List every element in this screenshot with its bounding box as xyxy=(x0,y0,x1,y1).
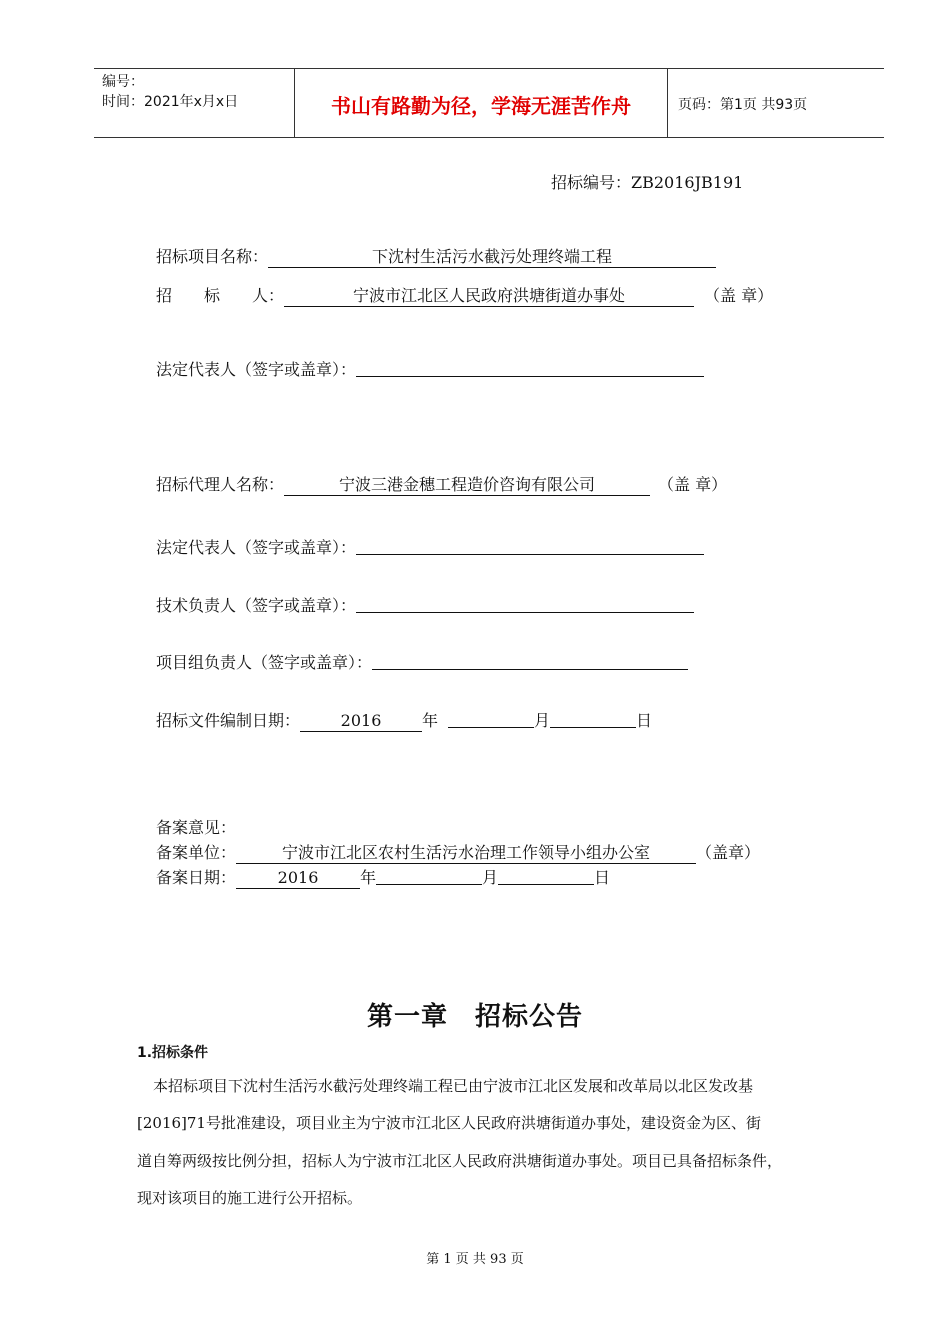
agent-legal-rep-label: 法定代表人（签字或盖章）： xyxy=(156,538,357,557)
compile-day-blank[interactable] xyxy=(550,710,636,728)
agent-legal-rep-blank[interactable] xyxy=(356,537,704,555)
filing-unit-seal: （盖章） xyxy=(696,843,761,862)
team-lead-row xyxy=(156,650,688,673)
header-table xyxy=(94,68,884,138)
filing-date-label: 备案日期： xyxy=(156,868,237,887)
legal-rep-row xyxy=(156,357,704,380)
agent-name-label: 招标代理人名称： xyxy=(156,475,285,494)
agent-legal-rep-row xyxy=(156,535,704,558)
chapter-title: 第一章 招标公告 xyxy=(366,1002,583,1032)
compile-year-unit: 年 xyxy=(422,711,439,730)
filing-day-blank[interactable] xyxy=(498,867,594,885)
compile-day-unit: 日 xyxy=(636,711,653,730)
filing-month-blank[interactable] xyxy=(376,867,482,885)
filing-unit-value: 宁波市江北区农村生活污水治理工作领导小组办公室 xyxy=(236,843,696,864)
project-name-row xyxy=(156,244,716,268)
tech-lead-blank[interactable] xyxy=(356,595,694,613)
tenderer-seal: （盖 章） xyxy=(704,286,774,305)
compile-date-row xyxy=(156,708,652,732)
paragraph-line: 道自筹两级按比例分担，招标人为宁波市江北区人民政府洪塘街道办事处。项目已具备招标条件， xyxy=(137,1152,783,1170)
compile-year: 2016 xyxy=(300,711,422,732)
page-info: 页码：第1页 共93页 xyxy=(678,97,808,113)
filing-day-unit: 日 xyxy=(594,868,611,887)
team-lead-label: 项目组负责人（签字或盖章）： xyxy=(156,653,373,672)
paragraph-line: [2016]71号批准建设，项目业主为宁波市江北区人民政府洪塘街道办事处，建设资金为区、街 xyxy=(137,1114,761,1132)
project-name-label: 招标项目名称： xyxy=(156,247,269,266)
paragraph-line: 现对该项目的施工进行公开招标。 xyxy=(137,1189,363,1207)
team-lead-blank[interactable] xyxy=(372,652,688,670)
filing-month-unit: 月 xyxy=(482,868,499,887)
header-motto-cell xyxy=(295,69,668,137)
header-page-cell xyxy=(668,69,884,137)
legal-rep-label: 法定代表人（签字或盖章）： xyxy=(156,360,357,379)
filing-unit-label: 备案单位： xyxy=(156,843,237,862)
filing-year-unit: 年 xyxy=(360,868,377,887)
legal-rep-blank[interactable] xyxy=(356,359,704,377)
paragraph-line: 本招标项目下沈村生活污水截污处理终端工程已由宁波市江北区发展和改革局以北区发改基 xyxy=(153,1077,754,1095)
tenderer-value: 宁波市江北区人民政府洪塘街道办事处 xyxy=(284,286,694,307)
motto: 书山有路勤为径，学海无涯苦作舟 xyxy=(331,94,631,118)
tenderer-label: 招 标 人： xyxy=(156,286,285,305)
filing-date-row xyxy=(156,865,610,889)
tech-lead-label: 技术负责人（签字或盖章）： xyxy=(156,596,357,615)
number-label: 编号： xyxy=(102,74,144,90)
agent-name-value: 宁波三港金穗工程造价咨询有限公司 xyxy=(284,475,650,496)
project-name-value: 下沈村生活污水截污处理终端工程 xyxy=(268,247,716,268)
section-title: 1.招标条件 xyxy=(137,1045,209,1061)
agent-name-row xyxy=(156,472,727,496)
compile-date-label: 招标文件编制日期： xyxy=(156,711,301,730)
filing-year: 2016 xyxy=(236,868,360,889)
tech-lead-row xyxy=(156,593,694,616)
filing-opinion: 备案意见： xyxy=(156,818,237,837)
agent-seal: （盖 章） xyxy=(658,475,728,494)
tenderer-row xyxy=(156,283,773,307)
tender-number: 招标编号：ZB2016JB191 xyxy=(551,173,744,192)
compile-month-blank[interactable] xyxy=(448,710,534,728)
filing-unit-row xyxy=(156,840,760,864)
compile-month-unit: 月 xyxy=(534,711,551,730)
header-meta-cell xyxy=(94,69,295,137)
time-label: 时间：2021年x月x日 xyxy=(102,94,239,110)
page-footer: 第 1 页 共 93 页 xyxy=(426,1252,524,1267)
